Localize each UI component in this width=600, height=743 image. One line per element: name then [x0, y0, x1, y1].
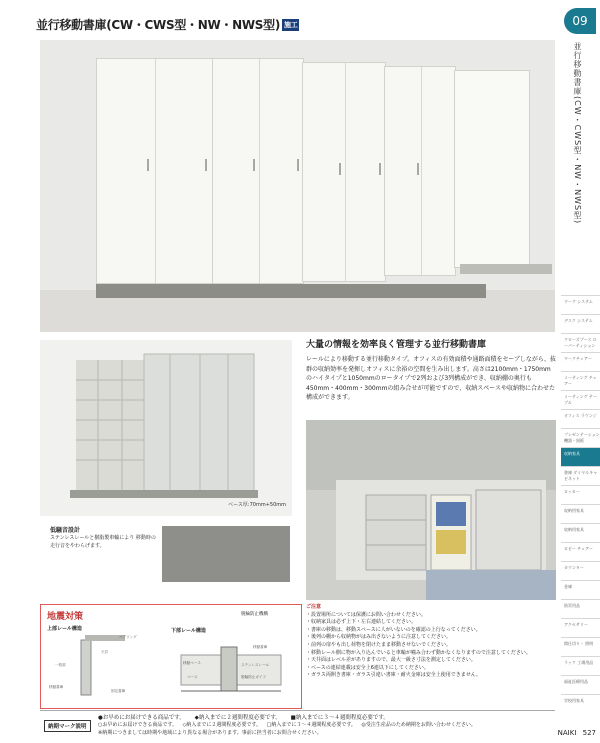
side-menu-item[interactable]: 学校用家具: [561, 694, 600, 713]
upper-small-label: 固定書庫: [111, 689, 126, 693]
notes-item: ・設置場所については保護にお問い合わせください。: [306, 611, 426, 618]
lower-small-label: ベース: [187, 675, 198, 679]
cabinet: [212, 58, 304, 284]
notes-box: [306, 604, 556, 709]
shelving-photo: [40, 340, 292, 516]
side-menu-item[interactable]: デスク システム: [561, 314, 600, 333]
side-menu-item[interactable]: ワークチェアー: [561, 352, 600, 371]
notes-item: ・収納家具は必ず上下・左右連結してください。: [306, 619, 417, 626]
low-noise-heading: 低騒音設計: [50, 527, 81, 534]
legend-item: ◎受注生産品のため納期をお問い合わせください。: [361, 722, 476, 728]
lower-small-label: ステンレスレール: [241, 663, 270, 667]
legend-item: ◇納入までに２週間程度必要です。: [182, 722, 262, 728]
low-noise-text: ステンレスレールと樹脂製車輪により 移動時の走行音をやわらげます。: [50, 535, 156, 549]
notes-item: ・前列の扉やも出し荷物を閉けたまま移動させないでください。: [306, 641, 452, 648]
brand-name: NAIKI: [557, 729, 577, 737]
cabinet: [302, 62, 386, 282]
delivery-legend: [40, 710, 555, 736]
rail-photo: [162, 526, 290, 582]
upper-small-label: 一枚扉: [55, 663, 66, 667]
side-menu-item[interactable]: アクセサリー: [561, 618, 600, 637]
cabinet: [96, 58, 214, 284]
notes-item: ・ベースの連結連載は安全上6連以下にしてください。: [306, 664, 429, 671]
earthquake-box: [40, 604, 302, 709]
side-menu-item[interactable]: ワーク システム: [561, 295, 600, 314]
lower-small-label: 脱輪防止ガイド: [241, 675, 267, 679]
legend-label: 納期マーク説明: [44, 720, 91, 732]
rail: [460, 264, 552, 274]
lower-small-label: 移動書庫: [253, 645, 268, 649]
photo-caption: ベース厚:70mm+50mm: [228, 502, 286, 508]
side-menu-item[interactable]: 収納用家具: [561, 504, 600, 523]
section-vertical-title: 並行移動書庫(CW・CWS型・NW・NWS型): [573, 42, 582, 225]
legend-row-2: [98, 721, 476, 728]
upper-rail-label: 上部レール構造: [47, 626, 82, 632]
office-photo: [306, 420, 556, 600]
section-description: レールにより移動する並行移動タイプ。オフィスの有効面積や通路面積をセーブしながら、抜群の収納効率を発揮しオフィスに余裕の空間を生み出します。高さは2100mm・1750mmのハイタイプと1050mmのロータイプで2列および3列構成ができ、収納棚の奥行も450mm・400mm・300mmの組み合せが可能ですので、収納スペースや収納物に合わせた構成ができます。: [306, 356, 556, 401]
notes-item: ・ガラス両開き書庫・ガラス引違い書庫・耐火金庫は安全上使用できません。: [306, 672, 482, 679]
hero-photo: [40, 40, 555, 332]
notes-item: ・天井面はレベル差がありますので、最大一級さ寸法を測定してください。: [306, 657, 476, 664]
upper-small-label: ベアリング: [119, 635, 137, 639]
section-heading: 大量の情報を効率良く管理する並行移動書庫: [306, 340, 487, 350]
legend-row-1: [98, 713, 389, 721]
side-menu-item[interactable]: カウンター: [561, 561, 600, 580]
legend-item: ■納入までに３〜４週間程度必要です。: [290, 715, 389, 721]
side-menu-item[interactable]: クローズブース ローパーティション: [561, 333, 600, 352]
page-footer: [558, 729, 596, 737]
legend-note: ※納期につきましては時期や地域により異なる場合があります。事前に担当者にお問合せください。: [98, 730, 322, 736]
section-number: 09: [564, 8, 596, 34]
notes-title: ご注意: [306, 604, 322, 610]
side-menu: [561, 295, 600, 713]
side-menu-item[interactable]: 金庫: [561, 580, 600, 599]
derail-label: 脱輪防止機構: [241, 612, 268, 617]
cabinet-base: [96, 284, 486, 298]
side-menu-item[interactable]: 防災用品: [561, 599, 600, 618]
legend-item: ●お早めにお届けできる商品です。: [98, 715, 185, 721]
lower-small-label: 移動ベース: [183, 661, 201, 665]
notes-item: ・後列の棚から収納物がはみ出さないように注意してください。: [306, 634, 452, 641]
upper-small-label: 移動書庫: [49, 685, 64, 689]
side-menu-item[interactable]: ミーティング チェアー: [561, 371, 600, 390]
side-menu-item[interactable]: プレゼンテーション 機器・黒板: [561, 428, 600, 447]
lower-rail-label: 下部レール構造: [171, 628, 206, 634]
office-illustration: [306, 420, 556, 600]
side-menu-item[interactable]: 間仕切り・ 照明: [561, 637, 600, 656]
side-menu-item[interactable]: 書庫 ダイヤルキャビネット: [561, 466, 600, 485]
legend-item: ○お早めにお届けできる商品です。: [98, 722, 177, 728]
side-menu-item[interactable]: ラック 工場用品: [561, 656, 600, 675]
side-menu-item[interactable]: オフィス ラウンジ: [561, 409, 600, 428]
cabinet: [454, 70, 530, 268]
side-menu-item[interactable]: 福祉医療用品: [561, 675, 600, 694]
shelving-illustration: [40, 340, 292, 516]
side-menu-item[interactable]: ミーティング テーブル: [561, 390, 600, 409]
rail-diagram: [41, 605, 303, 710]
earthquake-heading: 地震対策: [47, 612, 84, 622]
legend-item: □納入までに３〜４週間程度必要です。: [266, 722, 356, 728]
side-menu-item-active[interactable]: 収納家具: [561, 447, 600, 466]
page-title: [36, 16, 299, 33]
cabinet: [384, 66, 456, 276]
side-menu-item[interactable]: 収納用家具: [561, 523, 600, 542]
page-title-text: 並行移動書庫(CW・CWS型・NW・NWS型): [36, 18, 280, 32]
notes-item: ・移動レール側に物が入り込んでいると車輪が噛み合わず動かなくなりますので注意してください。: [306, 649, 531, 656]
page-number: 527: [582, 729, 596, 737]
upper-small-label: 天井: [101, 650, 109, 654]
legend-item: ◆納入までに２週間程度必要です。: [194, 715, 281, 721]
construction-badge: 施工: [284, 21, 298, 29]
side-menu-item[interactable]: ロビー チェアー: [561, 542, 600, 561]
low-noise-box: [40, 522, 295, 586]
notes-item: ・書庫の移動は、移動スペースに人がいないのを確認の上行なってください。: [306, 626, 481, 633]
side-menu-item[interactable]: ロッカー: [561, 485, 600, 504]
